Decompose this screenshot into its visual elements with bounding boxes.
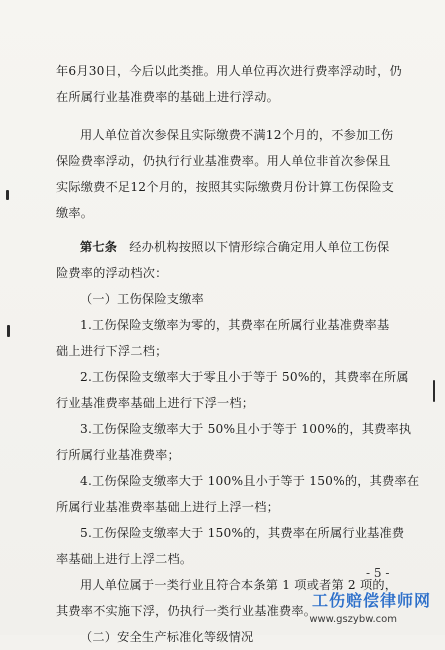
list-item-1: 1.工伤保险支缴率为零的，其费率在所属行业基准费率基 [80, 318, 390, 332]
list-item-4: 4.工伤保险支缴率大于 100%且小于等于 150%的，其费率在 [80, 474, 420, 488]
text-line: 险费率的浮动档次： [56, 266, 168, 280]
text-line: 年6月30日，今后以此类推。用人单位再次进行费率浮动时，仍 [56, 64, 402, 78]
scan-artifact-left-2 [7, 325, 10, 337]
text-line: 保险费率浮动，仍执行行业基准费率。用人单位非首次参保且 [56, 154, 391, 168]
text-line: 缴率。 [56, 206, 94, 220]
text-line: 实际缴费不足12个月的，按照其实际缴费月份计算工伤保险支 [56, 180, 394, 194]
text-line: 行业基准费率基础上进行下浮一档； [56, 396, 255, 410]
text-line: 在所属行业基准费率的基础上进行浮动。 [56, 90, 279, 104]
text-line: 其费率不实施下浮，仍执行一类行业基准费率。 [56, 604, 317, 618]
document-body [56, 58, 420, 650]
scan-artifact-left-1 [6, 190, 9, 200]
section-heading: （一）工伤保险支缴率 [80, 292, 204, 306]
scan-artifact-right [433, 380, 435, 402]
article-number: 第七条 [80, 240, 118, 254]
text-line: 所属行业基准费率基础上进行上浮一档； [56, 500, 279, 514]
list-item-2: 2.工伤保险支缴率大于零且小于等于 50%的，其费率在所属 [80, 370, 409, 384]
text-line: 行所属行业基准费率； [56, 448, 180, 462]
article-heading-text: 经办机构按照以下情形综合确定用人单位工伤保 [129, 240, 390, 254]
list-item-5: 5.工伤保险支缴率大于 150%的，其费率在所属行业基准费 [80, 526, 405, 540]
text-line: 础上进行下浮二档； [56, 344, 168, 358]
article-heading-line [56, 234, 406, 260]
text-line: 率基础上进行上浮二档。 [56, 552, 193, 566]
watermark-logo: 工伤赔偿律师网 [311, 591, 431, 610]
text-line: 用人单位属于一类行业且符合本条第 1 项或者第 2 项的， [80, 578, 398, 592]
page-number: - 5 - [366, 566, 390, 580]
watermark-url: www.gszybw.com [309, 614, 397, 625]
list-item-3: 3.工伤保险支缴率大于 50%且小于等于 100%的，其费率执 [80, 422, 412, 436]
section-heading: （二）安全生产标准化等级情况 [80, 630, 254, 644]
text-line: 用人单位首次参保且实际缴费不满12个月的，不参加工伤 [80, 128, 394, 142]
